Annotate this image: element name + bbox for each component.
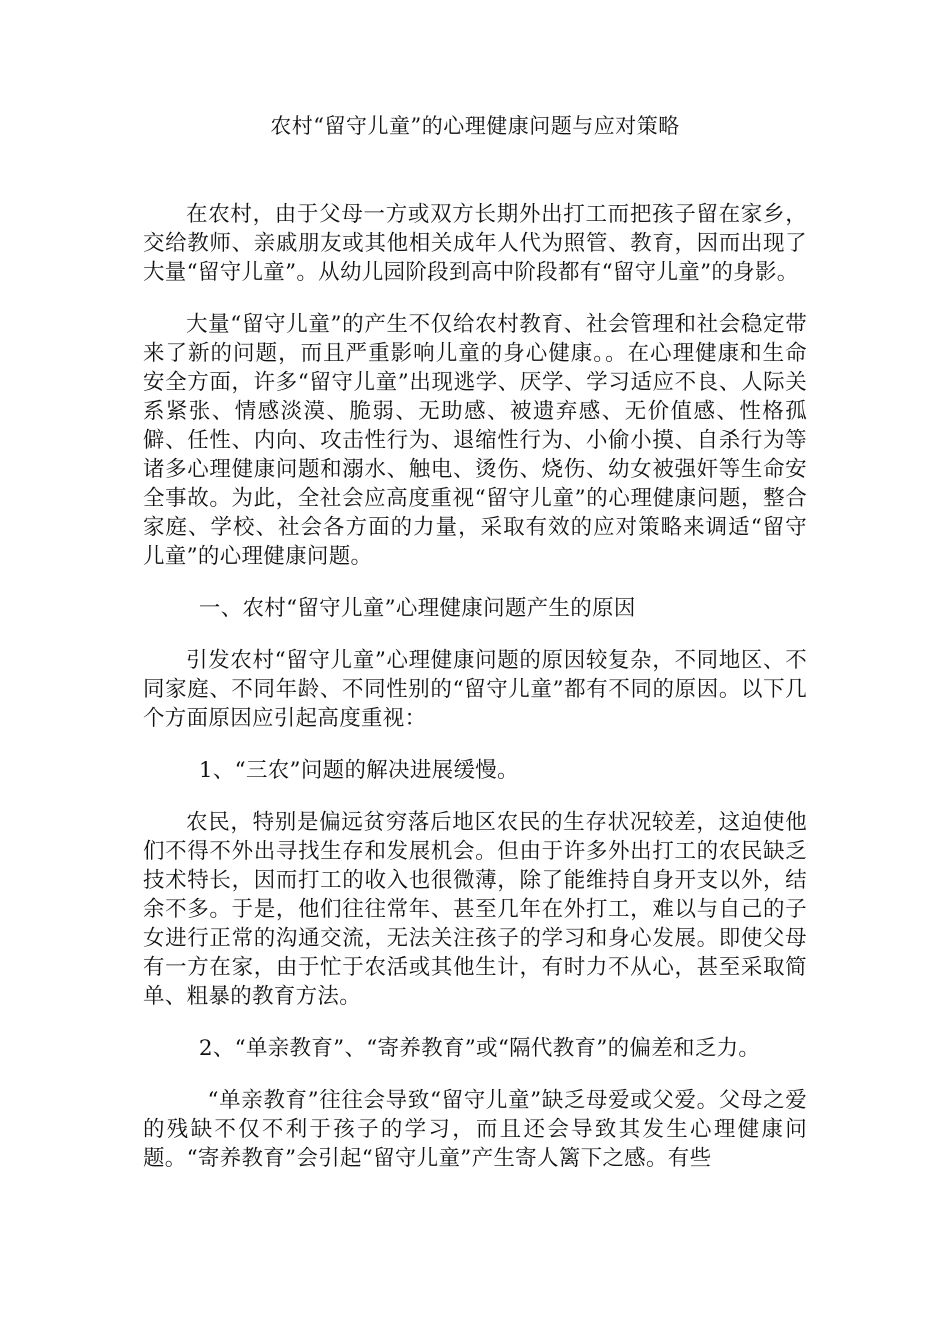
paragraph-farmers: 农民，特别是偏远贫穷落后地区农民的生存状况较差，这迫使他们不得不外出寻找生存和发展机会。但由于许多外出打工的农民缺乏技术特长，因而打工的收入也很微薄，除了能维持自身开支以外，结余不多。于是，他们往往常年、甚至几年在外打工，难以与自己的子女进行正常的沟通交流，无法关注孩子的学习和身心发展。即使父母有一方在家，由于忙于农活或其他生计，有时力不从心，甚至采取简单、粗暴的教育方法。: [143, 810, 807, 1009]
document-page: [143, 110, 807, 1196]
paragraph-problems: 大量“留守儿童”的产生不仅给农村教育、社会管理和社会稳定带来了新的问题，而且严重影响儿童的身心健康。。在心理健康和生命安全方面，许多“留守儿童”出现逃学、厌学、学习适应不良、人际关系紧张、情感淡漠、脆弱、无助感、被遗弃感、无价值感、性格孤僻、任性、内向、攻击性行为、退缩性行为、小偷小摸、自杀行为等诸多心理健康问题和溺水、触电、烫伤、烧伤、幼女被强奸等生命安全事故。为此，全社会应高度重视“留守儿童”的心理健康问题，整合家庭、学校、社会各方面的力量，采取有效的应对策略来调适“留守儿童”的心理健康问题。: [143, 312, 807, 569]
paragraph-causes-overview: 引发农村“留守儿童”心理健康问题的原因较复杂，不同地区、不同家庭、不同年龄、不同性别的“留守儿童”都有不同的原因。以下几个方面原因应引起高度重视：: [143, 648, 807, 731]
paragraph-intro: 在农村，由于父母一方或双方长期外出打工而把孩子留在家乡，交给教师、亲戚朋友或其他相关成年人代为照管、教育，因而出现了大量“留守儿童”。从幼儿园阶段到高中阶段都有“留守儿童”的身影。: [143, 202, 807, 285]
subheading-three-rural: 1、“三农”问题的解决进展缓慢。: [198, 758, 519, 783]
section-heading-causes: 一、农村“留守儿童”心理健康问题产生的原因: [198, 596, 636, 621]
subheading-education-types: 2、“单亲教育”、“寄养教育”或“隔代教育”的偏差和乏力。: [198, 1036, 761, 1061]
document-title: 农村“留守儿童”的心理健康问题与应对策略: [270, 114, 680, 138]
paragraph-single-parent: “单亲教育”往往会导致“留守儿童”缺乏母爱或父爱。父母之爱的残缺不仅不利于孩子的学习，而且还会导致其发生心理健康问题。“寄养教育”会引起“留守儿童”产生寄人篱下之感。有些: [143, 1088, 807, 1171]
